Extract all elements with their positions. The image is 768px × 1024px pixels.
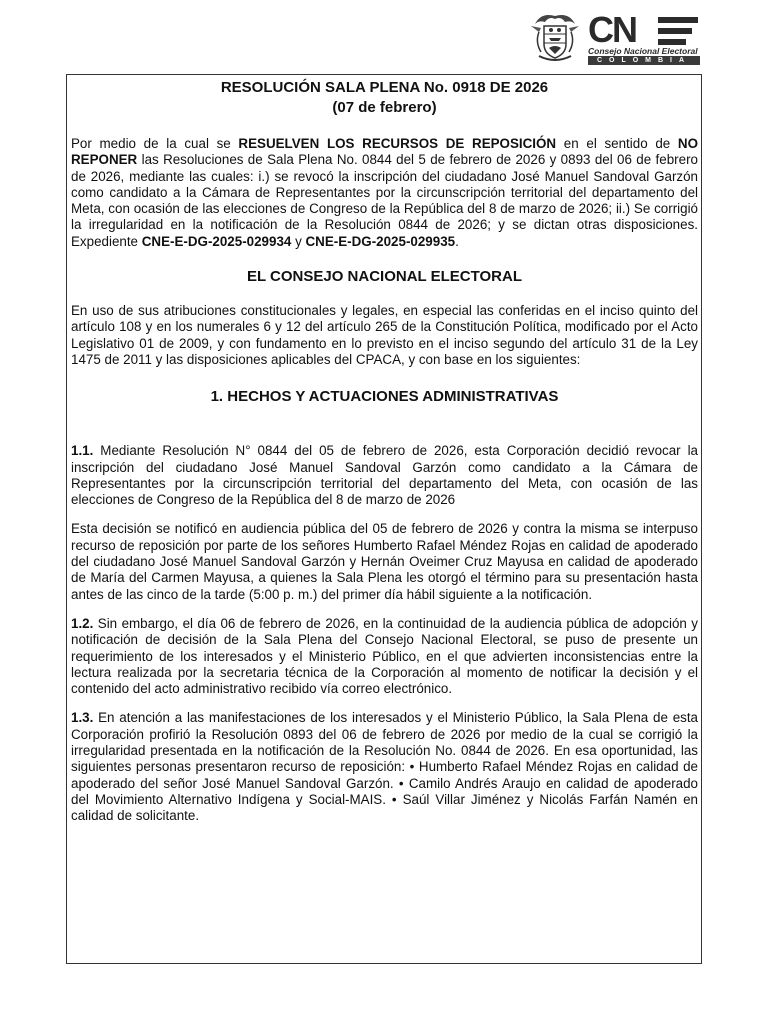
logo-letters: CN bbox=[588, 9, 636, 50]
logo-country: COLOMBIA bbox=[588, 56, 700, 65]
paragraph-1-1: 1.1. Mediante Resolución N° 0844 del 05 de febrero de 2026, esta Corporación decidió revocar la inscripción del ciudadano José Manuel Sandoval Garzón como candidato a la Cámara de Representantes por la circunscripción territorial del departamento del Meta, con ocasión de las elecciones de Congreso de la República del 8 de marzo de 2026 bbox=[71, 443, 698, 508]
paragraph-1-1-b: Esta decisión se notificó en audiencia pública del 05 de febrero de 2026 y contra la misma se interpuso recurso de reposición por parte de los señores Humberto Rafael Méndez Rojas en calidad de apoderado del ciudadano José Manuel Sandoval Garzón y Hernán Oveimer Cruz Mayusa en calidad de apoderado de María del Carmen Mayusa, a quienes la Sala Plena les otorgó el término para su presentación hasta antes de las cinco de la tarde (5:00 p. m.) del primer día hábil siguiente a la notificación. bbox=[71, 521, 698, 602]
page-header bbox=[0, 0, 768, 72]
paragraph-1-3: 1.3. En atención a las manifestaciones de los interesados y el Ministerio Público, la Sala Plena de esta Corporación profirió la Resolución 0893 del 06 de febrero de 2026 por medio de la cual se corrigió la irregularidad presentada en la notificación de la Resolución No. 0844 de 2026. En esa oportunidad, las siguientes personas presentaron recurso de reposición: • Humberto Rafael Méndez Rojas en calidad de apoderado del señor José Manuel Sandoval Garzón. • Camilo Andrés Araujo en calidad de apoderado del Movimiento Alternativo Indígena y Social-MAIS. • Saúl Villar Jiménez y Nicolás Farfán Namén en calidad de solicitante. bbox=[71, 710, 698, 824]
authority-heading: EL CONSEJO NACIONAL ELECTORAL bbox=[246, 268, 523, 286]
summary-paragraph: Por medio de la cual se RESUELVEN LOS RECURSOS DE REPOSICIÓN en el sentido de NO REPONER las Resoluciones de Sala Plena No. 0844 del 5 de febrero de 2026 y 0893 del 06 de febrero de 2026, mediante las cuales: i.) se revocó la inscripción del ciudadano José Manuel Sandoval Garzón como candidato a la Cámara de Representantes por la circunscripción territorial del departamento del Meta, con ocasión de las elecciones de Congreso de la República del 8 de marzo de 2026; ii.) Se corrigió la irregularidad en la notificación de la Resolución 0844 de 2026; y se dictan otras disposiciones. Expediente CNE-E-DG-2025-029934 y CNE-E-DG-2025-029935. bbox=[71, 136, 698, 249]
logo-subtitle: Consejo Nacional Electoral bbox=[588, 46, 698, 56]
coat-of-arms-logo bbox=[527, 10, 583, 64]
authority-paragraph: En uso de sus atribuciones constitucionales y legales, en especial las conferidas en el inciso quinto del artículo 108 y en los numerales 6 y 12 del artículo 265 de la Constitución Política, modificado por el Acto Legislativo 01 de 2009, y con fundamento en lo previsto en el inciso segundo del artículo 31 de la Ley 1475 de 2011 y las disposiciones aplicables del CPACA, y con base en los siguientes: bbox=[71, 303, 698, 367]
section-heading: 1. HECHOS Y ACTUACIONES ADMINISTRATIVAS bbox=[210, 388, 559, 406]
logo-e-mark bbox=[658, 17, 698, 45]
document-body bbox=[71, 78, 698, 825]
resolution-date: (07 de febrero) bbox=[332, 99, 437, 116]
paragraph-1-2: 1.2. Sin embargo, el día 06 de febrero de 2026, en la continuidad de la audiencia pública de adopción y notificación de decisión de la Sala Plena del Consejo Nacional Electoral, se puso de presente un requerimiento de los interesados y el Ministerio Público, en el que advierten inconsistencias entre la lectura realizada por la secretaria técnica de la Corporación al momento de notificar la decisión y el contenido del acto administrativo recibido vía correo electrónico. bbox=[71, 615, 698, 697]
resolution-title: RESOLUCIÓN SALA PLENA No. 0918 DE 2026 bbox=[220, 79, 549, 96]
cne-logo bbox=[588, 9, 700, 64]
